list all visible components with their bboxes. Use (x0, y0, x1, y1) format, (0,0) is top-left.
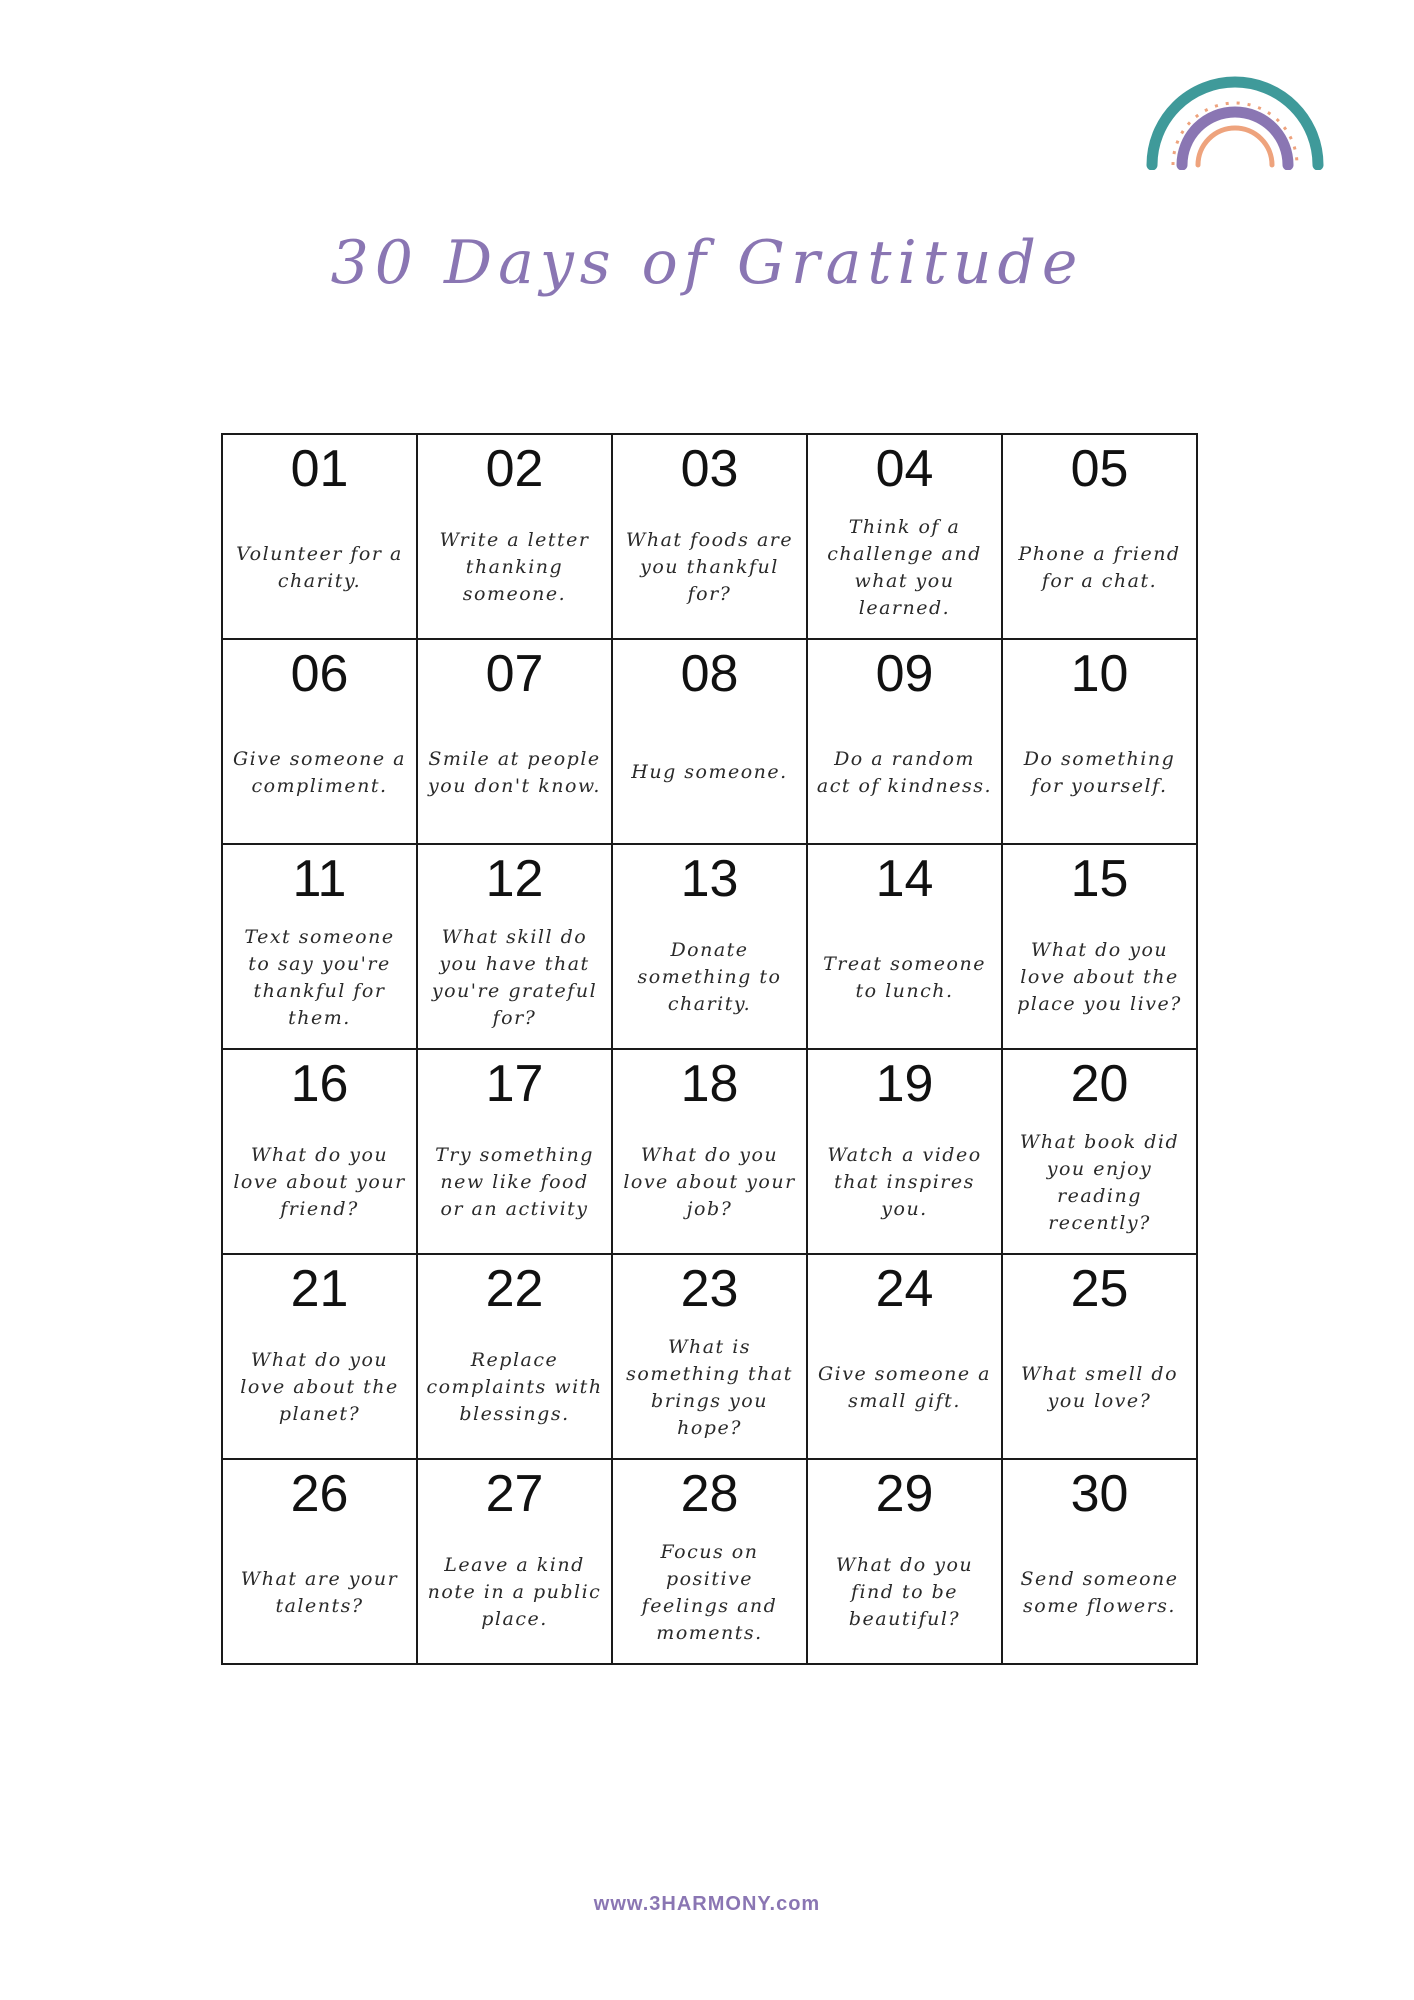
day-cell (418, 1255, 613, 1460)
day-number: 07 (485, 645, 544, 703)
day-cell (418, 845, 613, 1050)
day-task (426, 1118, 603, 1247)
day-task (621, 1528, 798, 1657)
day-number: 16 (290, 1055, 349, 1113)
day-task (621, 1323, 798, 1452)
day-cell (613, 845, 808, 1050)
day-number: 30 (1070, 1465, 1129, 1523)
day-task (621, 913, 798, 1042)
day-task-text: Donate something to charity. (637, 939, 782, 1015)
day-task (1011, 708, 1188, 837)
day-cell (808, 1255, 1003, 1460)
day-number: 05 (1070, 440, 1129, 498)
day-task (231, 1118, 408, 1247)
day-number: 19 (875, 1055, 934, 1113)
day-task (231, 503, 408, 632)
day-task-text: Leave a kind note in a public place. (427, 1554, 602, 1630)
day-task (231, 708, 408, 837)
day-task-text: Text someone to say you're thankful for them. (244, 925, 395, 1029)
day-cell (1003, 1050, 1198, 1255)
day-task (621, 1118, 798, 1247)
day-task-text: Hug someone. (631, 761, 788, 783)
gratitude-grid (221, 433, 1198, 1665)
day-task-text: What foods are you thankful for? (625, 529, 794, 605)
day-cell (223, 640, 418, 845)
day-task (426, 708, 603, 837)
day-number: 02 (485, 440, 544, 498)
day-task-text: Do a random act of kindness. (816, 747, 993, 797)
day-number: 21 (290, 1260, 349, 1318)
day-cell (613, 1255, 808, 1460)
website-footer: www.3HARMONY.com (593, 1893, 821, 1915)
day-task-text: Give someone a small gift. (817, 1362, 991, 1412)
day-task-text: Replace complaints with blessings. (426, 1349, 603, 1425)
page-title: 30 Days of Gratitude (330, 228, 1084, 298)
day-task-text: What do you love about the place you live? (1017, 939, 1182, 1015)
day-task (1011, 503, 1188, 632)
day-number: 22 (485, 1260, 544, 1318)
day-cell (223, 1050, 418, 1255)
day-number: 01 (290, 440, 349, 498)
day-cell (613, 435, 808, 640)
day-cell (808, 640, 1003, 845)
day-task-text: What skill do you have that you're grateful for? (431, 925, 598, 1029)
day-number: 14 (875, 850, 934, 908)
day-number: 15 (1070, 850, 1129, 908)
day-cell (808, 435, 1003, 640)
day-task (1011, 913, 1188, 1042)
day-task-text: What is something that brings you hope? (626, 1335, 793, 1439)
day-task-text: What are your talents? (240, 1567, 399, 1617)
day-number: 13 (680, 850, 739, 908)
day-task-text: Think of a challenge and what you learned. (827, 515, 982, 619)
day-task-text: Smile at people you don't know. (428, 747, 601, 797)
day-task-text: What do you love about the planet? (240, 1349, 399, 1425)
day-cell (418, 1050, 613, 1255)
day-task-text: Watch a video that inspires you. (827, 1144, 982, 1220)
day-task-text: Try something new like food or an activity (435, 1144, 594, 1220)
day-task (621, 708, 798, 837)
day-task (426, 1323, 603, 1452)
day-cell (418, 1460, 613, 1665)
day-number: 25 (1070, 1260, 1129, 1318)
day-task-text: Volunteer for a charity. (236, 542, 403, 592)
day-task (231, 1528, 408, 1657)
day-cell (1003, 845, 1198, 1050)
day-cell (613, 1460, 808, 1665)
day-task-text: Give someone a compliment. (232, 747, 406, 797)
day-cell (613, 1050, 808, 1255)
day-task (621, 503, 798, 632)
day-task (816, 913, 993, 1042)
day-task-text: Treat someone to lunch. (823, 952, 986, 1002)
day-task-text: What book did you enjoy reading recently? (1019, 1130, 1180, 1234)
day-task (426, 503, 603, 632)
day-task (426, 1528, 603, 1657)
day-task (1011, 1118, 1188, 1247)
day-task-text: What do you love about your job? (623, 1144, 796, 1220)
day-number: 03 (680, 440, 739, 498)
day-task (816, 1118, 993, 1247)
day-cell (613, 640, 808, 845)
day-number: 27 (485, 1465, 544, 1523)
day-task (816, 1528, 993, 1657)
day-cell (1003, 435, 1198, 640)
day-task (816, 708, 993, 837)
day-cell (223, 435, 418, 640)
day-number: 17 (485, 1055, 544, 1113)
day-number: 29 (875, 1465, 934, 1523)
day-cell (808, 845, 1003, 1050)
rainbow-icon (1140, 50, 1330, 170)
day-task (816, 1323, 993, 1452)
day-number: 26 (290, 1465, 349, 1523)
day-task (426, 913, 603, 1042)
day-task-text: Send someone some flowers. (1020, 1567, 1179, 1617)
day-number: 06 (290, 645, 349, 703)
day-number: 12 (485, 850, 544, 908)
day-task-text: What do you find to be beautiful? (835, 1554, 974, 1630)
day-task-text: Phone a friend for a chat. (1018, 542, 1181, 592)
day-number: 24 (875, 1260, 934, 1318)
day-number: 10 (1070, 645, 1129, 703)
day-cell (1003, 1255, 1198, 1460)
day-task-text: Write a letter thanking someone. (439, 529, 590, 605)
day-number: 04 (875, 440, 934, 498)
day-cell (223, 845, 418, 1050)
day-number: 09 (875, 645, 934, 703)
day-task (816, 503, 993, 632)
day-task-text: Focus on positive feelings and moments. (641, 1540, 778, 1644)
day-task-text: Do something for yourself. (1023, 747, 1176, 797)
day-cell (223, 1255, 418, 1460)
day-task (1011, 1528, 1188, 1657)
day-task (1011, 1323, 1188, 1452)
day-number: 28 (680, 1465, 739, 1523)
day-cell (808, 1460, 1003, 1665)
day-task (231, 1323, 408, 1452)
day-cell (418, 435, 613, 640)
day-number: 20 (1070, 1055, 1129, 1113)
day-cell (223, 1460, 418, 1665)
day-number: 18 (680, 1055, 739, 1113)
day-number: 23 (680, 1260, 739, 1318)
day-number: 08 (680, 645, 739, 703)
day-task (231, 913, 408, 1042)
day-cell (1003, 1460, 1198, 1665)
day-task-text: What do you love about your friend? (233, 1144, 406, 1220)
day-cell (1003, 640, 1198, 845)
day-task-text: What smell do you love? (1020, 1362, 1179, 1412)
day-cell (418, 640, 613, 845)
day-cell (808, 1050, 1003, 1255)
day-number: 11 (292, 850, 347, 908)
